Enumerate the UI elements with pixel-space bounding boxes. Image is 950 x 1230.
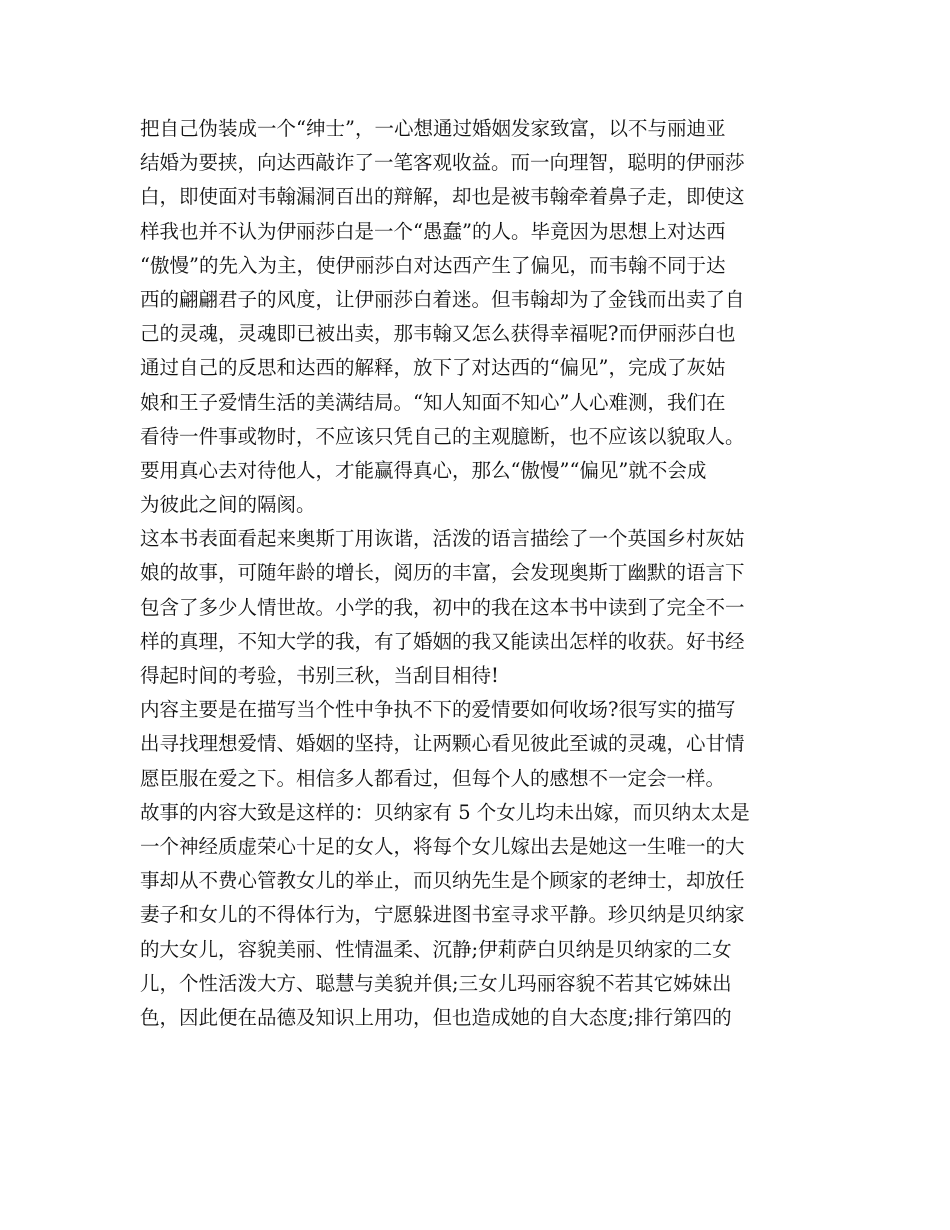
text-line: 结婚为要挟，向达西敲诈了一笔客观收益。而一向理智，聪明的伊丽莎 [140,151,745,175]
text-line: 出寻找理想爱情、婚姻的坚持，让两颗心看见彼此至诚的灵魂，心甘情 [140,732,745,756]
text-line: 娘的故事，可随年龄的增长，阅历的丰富，会发现奥斯丁幽默的语言下 [140,561,745,585]
text-line: 这本书表面看起来奥斯丁用诙谐，活泼的语言描绘了一个英国乡村灰姑 [140,527,745,551]
text-line: “傲慢”的先入为主，使伊丽莎白对达西产生了偏见，而韦翰不同于达 [140,253,726,277]
text-line: 看待一件事或物时，不应该只凭自己的主观臆断，也不应该以貌取人。 [140,424,745,448]
text-line: 愿臣服在爱之下。相信多人都看过，但每个人的感想不一定会一样。 [140,766,726,790]
text-line: 己的灵魂，灵魂即已被出卖，那韦翰又怎么获得幸福呢?而伊丽莎白也 [140,322,736,346]
text-line: 把自己伪装成一个“绅士”，一心想通过婚姻发家致富，以不与丽迪亚 [140,117,726,140]
text-line: 得起时间的考验，书别三秋，当刮目相待! [140,664,499,687]
text-line: 为彼此之间的隔阂。 [140,493,316,517]
text-line: 一个神经质虚荣心十足的女人，将每个女儿嫁出去是她这一生唯一的大 [140,834,745,858]
text-line: 内容主要是在描写当个性中争执不下的爱情要如何收场?很写实的描写 [140,698,736,722]
text-line: 包含了多少人情世故。小学的我，初中的我在这本书中读到了完全不一 [140,595,745,619]
text-line: 的大女儿，容貌美丽、性情温柔、沉静;伊莉萨白贝纳是贝纳家的二女 [140,937,732,961]
text-line: 样我也并不认为伊丽莎白是一个“愚蠢”的人。毕竟因为思想上对达西 [140,219,726,243]
document-body [140,112,830,1035]
text-line: 通过自己的反思和达西的解释，放下了对达西的“偏见”，完成了灰姑 [140,356,726,380]
text-line: 故事的内容大致是这样的：贝纳家有 5 个女儿均未出嫁，而贝纳太太是 [140,800,750,824]
text-line: 妻子和女儿的不得体行为，宁愿躲进图书室寻求平静。珍贝纳是贝纳家 [140,903,745,927]
text-line: 西的翩翩君子的风度，让伊丽莎白着迷。但韦翰却为了金钱而出卖了自 [140,287,745,311]
text-line: 事却从不费心管教女儿的举止，而贝纳先生是个顾家的老绅士，却放任 [140,869,745,893]
text-line: 要用真心去对待他人，才能赢得真心，那么“傲慢”“偏见”就不会成 [140,458,707,482]
text-line: 色，因此便在品德及知识上用功，但也造成她的自大态度;排行第四的 [140,1005,732,1029]
text-line: 样的真理，不知大学的我，有了婚姻的我又能读出怎样的收获。好书经 [140,629,745,653]
text-line: 娘和王子爱情生活的美满结局。“知人知面不知心”人心难测，我们在 [140,390,726,414]
text-line: 白，即使面对韦翰漏洞百出的辩解，却也是被韦翰牵着鼻子走，即使这 [140,185,745,209]
text-line: 儿，个性活泼大方、聪慧与美貌并俱;三女儿玛丽容貌不若其它姊妹出 [140,971,732,995]
